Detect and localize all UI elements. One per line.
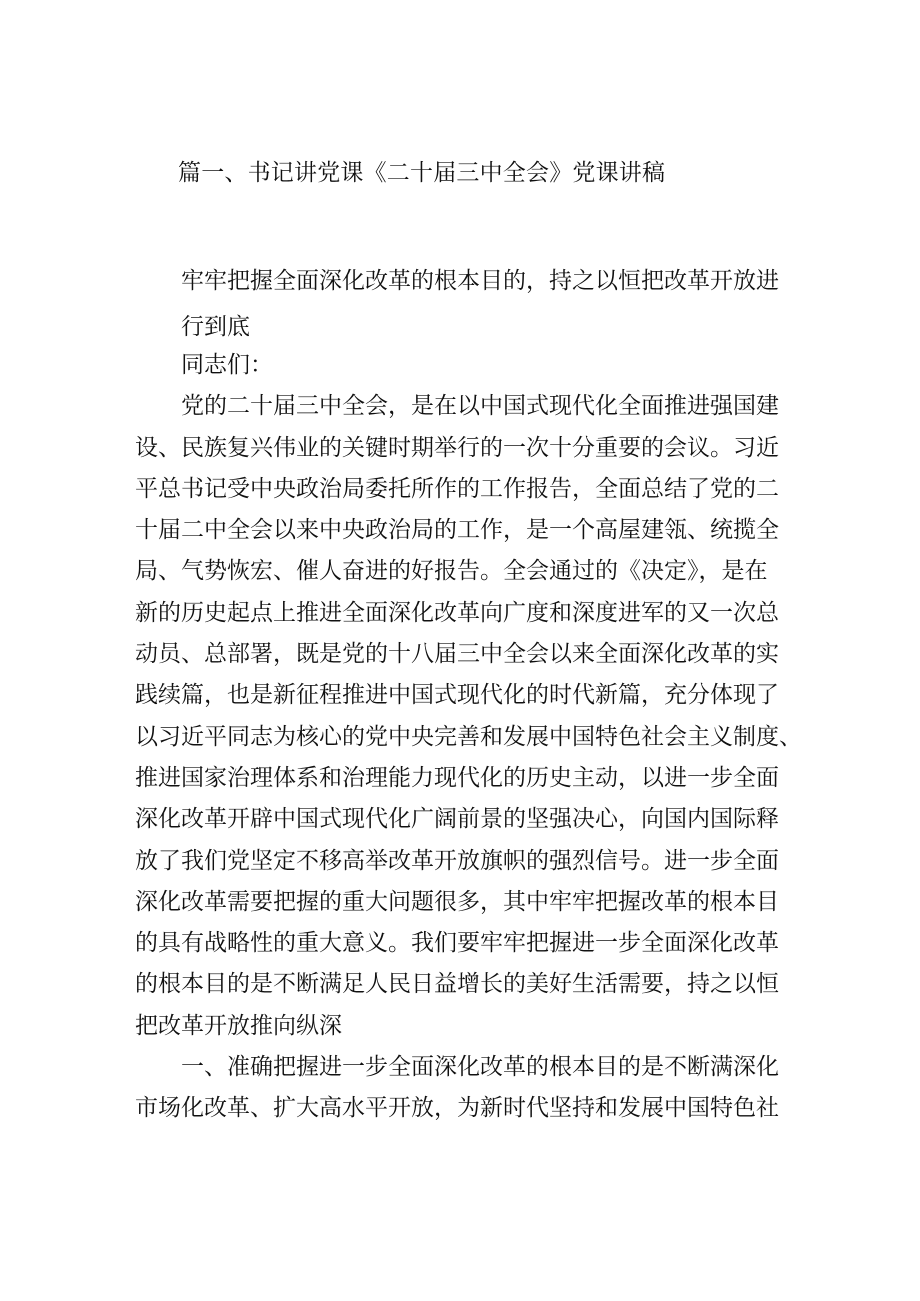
paragraph-1-line: 十届二中全会以来中央政治局的工作，是一个高屋建瓴、统揽全 (135, 517, 779, 544)
greeting: 同志们： (181, 352, 273, 378)
paragraph-1-line: 推进国家治理体系和治理能力现代化的历史主动，以进一步全面 (135, 764, 779, 791)
subtitle-line: 牢牢把握全面深化改革的根本目的，持之以恒把改革开放进 (181, 268, 779, 294)
paragraph-2-line: 一、准确把握进一步全面深化改革的根本目的是不断满深化 (181, 1054, 779, 1081)
paragraph-1-line: 的具有战略性的重大意义。我们要牢牢把握进一步全面深化改革 (135, 930, 779, 957)
paragraph-1-line: 局、气势恢宏、催人奋进的好报告。全会通过的《决定》，是在 (135, 558, 768, 585)
paragraph-1-line: 新的历史起点上推进全面深化改革向广度和深度进军的又一次总 (135, 599, 779, 626)
subtitle-line: 行到底 (181, 314, 250, 340)
paragraph-1-line: 党的二十届三中全会，是在以中国式现代化全面推进强国建 (181, 393, 779, 420)
paragraph-1-line: 放了我们党坚定不移高举改革开放旗帜的强烈信号。进一步全面 (135, 847, 779, 874)
paragraph-1-line: 深化改革开辟中国式现代化广阔前景的坚强决心，向国内国际释 (135, 806, 779, 833)
paragraph-1-line: 平总书记受中央政治局委托所作的工作报告，全面总结了党的二 (135, 475, 779, 502)
paragraph-1-line: 的根本目的是不断满足人民日益增长的美好生活需要，持之以恒 (135, 971, 779, 998)
document-subtitle (135, 258, 795, 350)
paragraph-1-line: 深化改革需要把握的重大问题很多，其中牢牢把握改革的根本目 (135, 888, 779, 915)
paragraph-1-line: 以习近平同志为核心的党中央完善和发展中国特色社会主义制度、 (135, 723, 802, 750)
document-title: 篇一、书记讲党课《二十届三中全会》党课讲稿 (178, 160, 666, 186)
paragraph-2-line: 市场化改革、扩大高水平开放，为新时代坚持和发展中国特色社 (135, 1095, 779, 1122)
paragraph-1-line: 践续篇，也是新征程推进中国式现代化的时代新篇，充分体现了 (135, 682, 779, 709)
document-body (135, 345, 802, 1130)
paragraph-1-line: 把改革开放推向纵深 (135, 1012, 342, 1039)
paragraph-1-line: 设、民族复兴伟业的关键时期举行的一次十分重要的会议。习近 (135, 434, 779, 461)
paragraph-1-line: 动员、总部署，既是党的十八届三中全会以来全面深化改革的实 (135, 641, 779, 668)
